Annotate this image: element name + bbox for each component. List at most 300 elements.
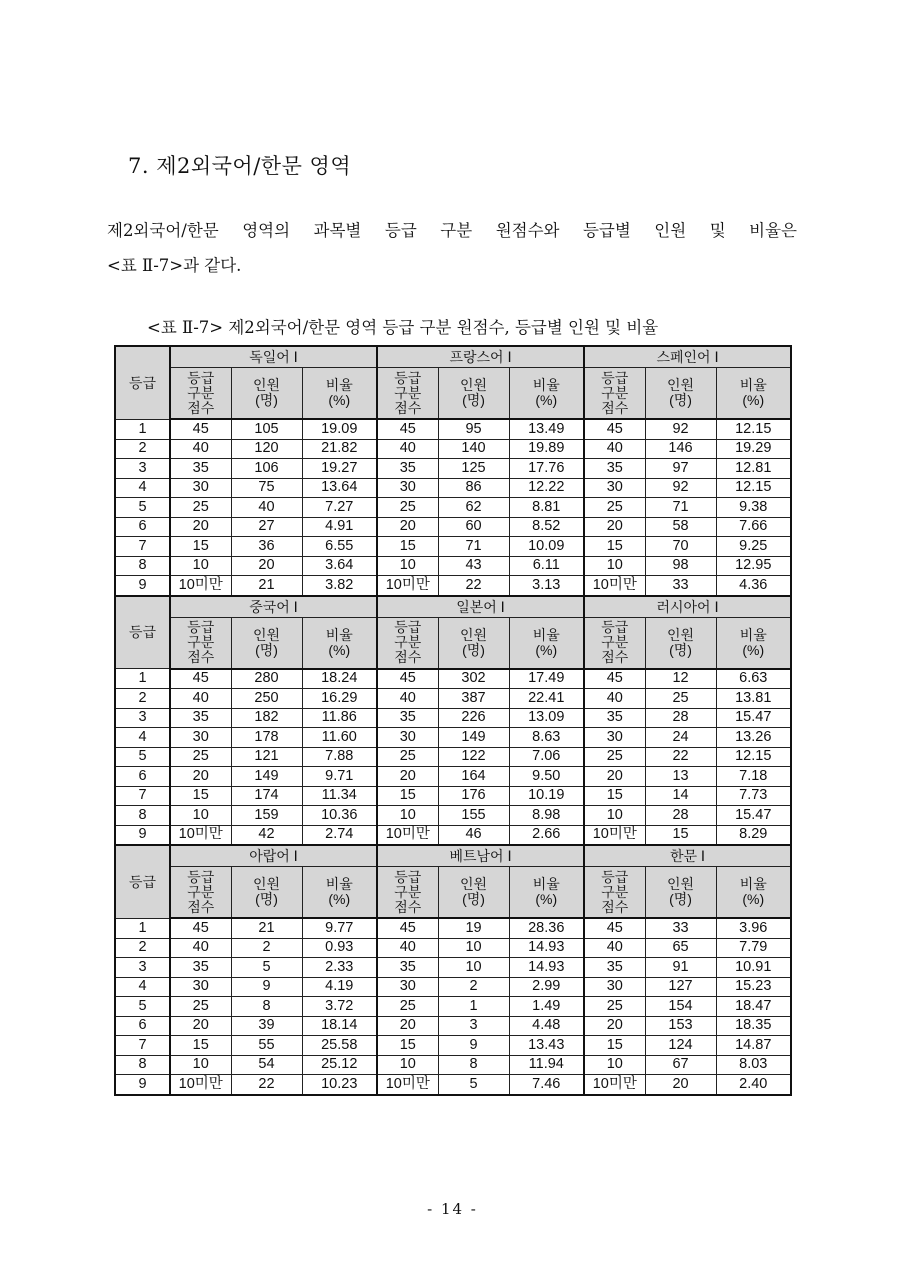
table-row	[115, 938, 791, 958]
value-cell: 127	[645, 977, 716, 997]
value-cell: 7.46	[509, 1075, 584, 1095]
value-cell: 91	[645, 958, 716, 978]
value-cell: 17.76	[509, 459, 584, 479]
header-line: 비율	[739, 377, 767, 393]
count-header	[438, 368, 509, 420]
value-cell: 54	[231, 1055, 302, 1075]
value-cell: 10미만	[377, 1075, 438, 1095]
header-line: 비율	[325, 626, 353, 643]
value-cell: 9.25	[716, 537, 791, 557]
value-cell: 10	[377, 556, 438, 576]
value-cell: 46	[438, 825, 509, 845]
table-row	[115, 439, 791, 459]
header-line: 구분	[187, 384, 215, 401]
value-cell: 2.66	[509, 825, 584, 845]
language-header-row	[115, 845, 791, 867]
table-row	[115, 537, 791, 557]
value-cell: 18.14	[302, 1016, 377, 1036]
header-line: (%)	[535, 641, 558, 658]
header-line: 등급	[601, 868, 629, 885]
value-cell: 10	[377, 806, 438, 826]
value-cell: 4.91	[302, 517, 377, 537]
value-cell: 18.35	[716, 1016, 791, 1036]
value-cell: 45	[377, 419, 438, 439]
ratio-header	[302, 368, 377, 420]
value-cell: 1.49	[509, 997, 584, 1017]
value-cell: 6.11	[509, 556, 584, 576]
grade-cell: 1	[115, 918, 170, 938]
value-cell: 8	[438, 1055, 509, 1075]
ratio-header	[716, 867, 791, 919]
count-header	[231, 368, 302, 420]
table-row	[115, 958, 791, 978]
value-cell: 12.22	[509, 478, 584, 498]
value-cell: 7.79	[716, 938, 791, 958]
value-cell: 45	[584, 419, 645, 439]
value-cell: 12.15	[716, 419, 791, 439]
header-line: (%)	[742, 641, 765, 658]
value-cell: 164	[438, 767, 509, 787]
value-cell: 3.64	[302, 556, 377, 576]
value-cell: 13.49	[509, 419, 584, 439]
value-cell: 5	[231, 958, 302, 978]
value-cell: 15	[170, 537, 231, 557]
header-line: (명)	[255, 641, 278, 658]
table-row	[115, 1075, 791, 1095]
header-line: 인원	[252, 626, 281, 643]
header-line: 인원	[666, 626, 695, 643]
value-cell: 3.96	[716, 918, 791, 938]
table-row	[115, 689, 791, 709]
value-cell: 30	[584, 478, 645, 498]
value-cell: 92	[645, 478, 716, 498]
value-cell: 8.03	[716, 1055, 791, 1075]
value-cell: 10미만	[584, 825, 645, 845]
table-body	[115, 346, 791, 1095]
header-line: (명)	[255, 891, 278, 907]
value-cell: 20	[377, 1016, 438, 1036]
header-line: 점수	[187, 399, 215, 416]
value-cell: 7.18	[716, 767, 791, 787]
language-name: 스페인어 Ⅰ	[584, 346, 791, 368]
score-header	[377, 617, 438, 669]
header-line: 등급	[187, 369, 215, 386]
score-header	[170, 617, 231, 669]
value-cell: 15	[377, 1036, 438, 1056]
value-cell: 30	[170, 478, 231, 498]
table-row	[115, 459, 791, 479]
value-cell: 15.23	[716, 977, 791, 997]
value-cell: 19.89	[509, 439, 584, 459]
header-line: (명)	[462, 641, 485, 658]
value-cell: 86	[438, 478, 509, 498]
value-cell: 70	[645, 537, 716, 557]
header-line: 점수	[601, 898, 629, 915]
value-cell: 35	[584, 459, 645, 479]
language-name: 일본어 Ⅰ	[377, 596, 584, 618]
value-cell: 33	[645, 576, 716, 596]
grade-cell: 9	[115, 825, 170, 845]
value-cell: 15	[377, 786, 438, 806]
value-cell: 14.93	[509, 938, 584, 958]
value-cell: 7.66	[716, 517, 791, 537]
table-row	[115, 419, 791, 439]
grade-cell: 6	[115, 1016, 170, 1036]
value-cell: 10	[438, 938, 509, 958]
grade-cell: 5	[115, 747, 170, 767]
value-cell: 13	[645, 767, 716, 787]
value-cell: 20	[231, 556, 302, 576]
value-cell: 3.72	[302, 997, 377, 1017]
ratio-header	[509, 617, 584, 669]
grade-cutoff-table	[114, 345, 792, 1096]
value-cell: 182	[231, 708, 302, 728]
value-cell: 10.36	[302, 806, 377, 826]
value-cell: 28.36	[509, 918, 584, 938]
language-name: 아랍어 Ⅰ	[170, 845, 377, 867]
header-line: (명)	[255, 392, 278, 408]
header-line: 점수	[394, 399, 422, 416]
section-title: 7. 제2외국어/한문 영역	[128, 154, 352, 178]
value-cell: 10미만	[584, 1075, 645, 1095]
value-cell: 8.29	[716, 825, 791, 845]
value-cell: 45	[584, 918, 645, 938]
column-header-row	[115, 368, 791, 420]
value-cell: 20	[584, 517, 645, 537]
header-line: 등급	[601, 369, 629, 386]
value-cell: 13.43	[509, 1036, 584, 1056]
value-cell: 45	[170, 669, 231, 689]
value-cell: 149	[231, 767, 302, 787]
value-cell: 5	[438, 1075, 509, 1095]
grade-cell: 8	[115, 1055, 170, 1075]
grade-cell: 9	[115, 1075, 170, 1095]
header-line: 비율	[325, 377, 353, 393]
value-cell: 10	[584, 556, 645, 576]
value-cell: 35	[584, 708, 645, 728]
count-header	[645, 867, 716, 919]
value-cell: 10미만	[584, 576, 645, 596]
value-cell: 12.81	[716, 459, 791, 479]
header-line: 구분	[394, 384, 422, 401]
value-cell: 67	[645, 1055, 716, 1075]
intro-line-2: <표 Ⅱ-7>과 같다.	[107, 256, 242, 275]
header-line: (%)	[535, 891, 558, 907]
value-cell: 45	[377, 918, 438, 938]
header-line: 점수	[394, 649, 422, 665]
grade-cell: 6	[115, 517, 170, 537]
value-cell: 8.63	[509, 728, 584, 748]
value-cell: 15	[170, 1036, 231, 1056]
value-cell: 25	[584, 747, 645, 767]
value-cell: 11.60	[302, 728, 377, 748]
value-cell: 155	[438, 806, 509, 826]
score-header	[584, 867, 645, 919]
value-cell: 178	[231, 728, 302, 748]
value-cell: 122	[438, 747, 509, 767]
table-row	[115, 517, 791, 537]
value-cell: 40	[377, 938, 438, 958]
value-cell: 30	[170, 977, 231, 997]
value-cell: 25	[170, 997, 231, 1017]
value-cell: 43	[438, 556, 509, 576]
value-cell: 153	[645, 1016, 716, 1036]
value-cell: 22	[645, 747, 716, 767]
grade-header: 등급	[115, 845, 170, 918]
value-cell: 10미만	[170, 576, 231, 596]
score-header	[584, 617, 645, 669]
value-cell: 9.50	[509, 767, 584, 787]
grade-cell: 1	[115, 669, 170, 689]
intro-line-1: 제2외국어/한문 영역의 과목별 등급 구분 원점수와 등급별 인원 및 비율은	[107, 221, 797, 240]
header-line: (%)	[742, 891, 765, 907]
value-cell: 22.41	[509, 689, 584, 709]
value-cell: 62	[438, 498, 509, 518]
value-cell: 10미만	[377, 576, 438, 596]
value-cell: 140	[438, 439, 509, 459]
header-line: 인원	[666, 876, 695, 892]
value-cell: 58	[645, 517, 716, 537]
value-cell: 45	[170, 918, 231, 938]
value-cell: 11.86	[302, 708, 377, 728]
score-header	[377, 867, 438, 919]
table-row	[115, 747, 791, 767]
value-cell: 21	[231, 576, 302, 596]
value-cell: 21.82	[302, 439, 377, 459]
value-cell: 159	[231, 806, 302, 826]
value-cell: 10미만	[377, 825, 438, 845]
header-line: 구분	[187, 634, 215, 650]
value-cell: 302	[438, 669, 509, 689]
value-cell: 4.19	[302, 977, 377, 997]
value-cell: 387	[438, 689, 509, 709]
value-cell: 120	[231, 439, 302, 459]
value-cell: 13.64	[302, 478, 377, 498]
ratio-header	[509, 867, 584, 919]
value-cell: 0.93	[302, 938, 377, 958]
value-cell: 19.29	[716, 439, 791, 459]
header-line: (%)	[328, 392, 351, 408]
value-cell: 19.09	[302, 419, 377, 439]
value-cell: 30	[584, 977, 645, 997]
grade-cell: 2	[115, 689, 170, 709]
header-line: 인원	[666, 377, 695, 393]
page-number: - 14 -	[427, 1200, 478, 1218]
value-cell: 45	[170, 419, 231, 439]
value-cell: 22	[231, 1075, 302, 1095]
value-cell: 40	[584, 439, 645, 459]
language-header-row	[115, 596, 791, 618]
value-cell: 19	[438, 918, 509, 938]
value-cell: 8.81	[509, 498, 584, 518]
header-line: 구분	[601, 384, 629, 401]
value-cell: 35	[170, 958, 231, 978]
header-line: 점수	[394, 898, 422, 915]
value-cell: 20	[377, 517, 438, 537]
header-line: (%)	[742, 392, 765, 408]
value-cell: 30	[377, 478, 438, 498]
value-cell: 121	[231, 747, 302, 767]
value-cell: 15	[584, 537, 645, 557]
value-cell: 9.38	[716, 498, 791, 518]
value-cell: 28	[645, 806, 716, 826]
value-cell: 22	[438, 576, 509, 596]
value-cell: 20	[584, 1016, 645, 1036]
value-cell: 4.48	[509, 1016, 584, 1036]
value-cell: 10	[170, 1055, 231, 1075]
count-header	[231, 617, 302, 669]
grade-cell: 6	[115, 767, 170, 787]
grade-header: 등급	[115, 346, 170, 419]
header-line: 등급	[601, 619, 629, 635]
value-cell: 35	[584, 958, 645, 978]
value-cell: 18.47	[716, 997, 791, 1017]
header-line: 비율	[739, 876, 767, 892]
value-cell: 2	[438, 977, 509, 997]
value-cell: 20	[170, 1016, 231, 1036]
header-line: 인원	[252, 876, 281, 892]
value-cell: 71	[645, 498, 716, 518]
value-cell: 28	[645, 708, 716, 728]
header-line: 비율	[325, 876, 353, 892]
score-header	[377, 368, 438, 420]
value-cell: 40	[377, 439, 438, 459]
value-cell: 40	[584, 938, 645, 958]
value-cell: 4.36	[716, 576, 791, 596]
table-row	[115, 806, 791, 826]
grade-cell: 2	[115, 439, 170, 459]
value-cell: 21	[231, 918, 302, 938]
language-header-row	[115, 346, 791, 368]
grade-cell: 7	[115, 537, 170, 557]
table-row	[115, 576, 791, 596]
table-row	[115, 708, 791, 728]
value-cell: 15	[584, 786, 645, 806]
header-line: 등급	[187, 619, 215, 635]
value-cell: 25	[377, 997, 438, 1017]
grade-cell: 1	[115, 419, 170, 439]
value-cell: 15	[377, 537, 438, 557]
value-cell: 30	[377, 728, 438, 748]
value-cell: 30	[584, 728, 645, 748]
table-row	[115, 918, 791, 938]
value-cell: 25	[377, 747, 438, 767]
value-cell: 25	[170, 747, 231, 767]
count-header	[645, 617, 716, 669]
value-cell: 10	[584, 806, 645, 826]
header-line: 인원	[459, 876, 488, 892]
header-line: 등급	[394, 619, 422, 635]
value-cell: 92	[645, 419, 716, 439]
value-cell: 105	[231, 419, 302, 439]
value-cell: 75	[231, 478, 302, 498]
table-caption: <표 Ⅱ-7> 제2외국어/한문 영역 등급 구분 원점수, 등급별 인원 및 비율	[147, 318, 659, 337]
value-cell: 30	[170, 728, 231, 748]
value-cell: 12.95	[716, 556, 791, 576]
language-name: 프랑스어 Ⅰ	[377, 346, 584, 368]
value-cell: 106	[231, 459, 302, 479]
grade-cell: 5	[115, 997, 170, 1017]
header-line: 점수	[601, 399, 629, 416]
value-cell: 10	[170, 556, 231, 576]
value-cell: 7.73	[716, 786, 791, 806]
count-header	[438, 617, 509, 669]
value-cell: 35	[170, 459, 231, 479]
value-cell: 2.99	[509, 977, 584, 997]
value-cell: 10미만	[170, 1075, 231, 1095]
value-cell: 45	[584, 669, 645, 689]
table-row	[115, 556, 791, 576]
value-cell: 20	[645, 1075, 716, 1095]
value-cell: 98	[645, 556, 716, 576]
table-row	[115, 478, 791, 498]
table-row	[115, 728, 791, 748]
header-line: (%)	[328, 891, 351, 907]
header-line: (명)	[669, 641, 692, 658]
value-cell: 14.93	[509, 958, 584, 978]
grade-cell: 4	[115, 478, 170, 498]
value-cell: 7.27	[302, 498, 377, 518]
value-cell: 7.88	[302, 747, 377, 767]
value-cell: 30	[377, 977, 438, 997]
value-cell: 35	[377, 459, 438, 479]
grade-cell: 8	[115, 556, 170, 576]
header-line: 비율	[532, 626, 560, 643]
header-line: 구분	[187, 883, 215, 900]
table-row	[115, 997, 791, 1017]
header-line: 구분	[394, 634, 422, 650]
grade-cell: 9	[115, 576, 170, 596]
value-cell: 2.33	[302, 958, 377, 978]
table-row	[115, 1055, 791, 1075]
value-cell: 20	[584, 767, 645, 787]
value-cell: 40	[170, 439, 231, 459]
language-name: 독일어 Ⅰ	[170, 346, 377, 368]
value-cell: 250	[231, 689, 302, 709]
value-cell: 65	[645, 938, 716, 958]
header-line: 점수	[187, 649, 215, 665]
grade-cell: 2	[115, 938, 170, 958]
header-line: (명)	[462, 392, 485, 408]
value-cell: 19.27	[302, 459, 377, 479]
value-cell: 176	[438, 786, 509, 806]
value-cell: 11.34	[302, 786, 377, 806]
value-cell: 8.98	[509, 806, 584, 826]
grade-cell: 4	[115, 977, 170, 997]
header-line: 인원	[459, 626, 488, 643]
value-cell: 25	[584, 498, 645, 518]
value-cell: 13.26	[716, 728, 791, 748]
value-cell: 9	[231, 977, 302, 997]
value-cell: 97	[645, 459, 716, 479]
value-cell: 20	[377, 767, 438, 787]
value-cell: 7.06	[509, 747, 584, 767]
value-cell: 3.13	[509, 576, 584, 596]
ratio-header	[716, 617, 791, 669]
header-line: 등급	[394, 868, 422, 885]
value-cell: 2	[231, 938, 302, 958]
header-line: 점수	[187, 898, 215, 915]
value-cell: 35	[377, 958, 438, 978]
header-line: 구분	[601, 883, 629, 900]
value-cell: 12	[645, 669, 716, 689]
language-name: 중국어 Ⅰ	[170, 596, 377, 618]
value-cell: 6.55	[302, 537, 377, 557]
header-line: 구분	[601, 634, 629, 650]
value-cell: 33	[645, 918, 716, 938]
count-header	[438, 867, 509, 919]
value-cell: 15.47	[716, 806, 791, 826]
